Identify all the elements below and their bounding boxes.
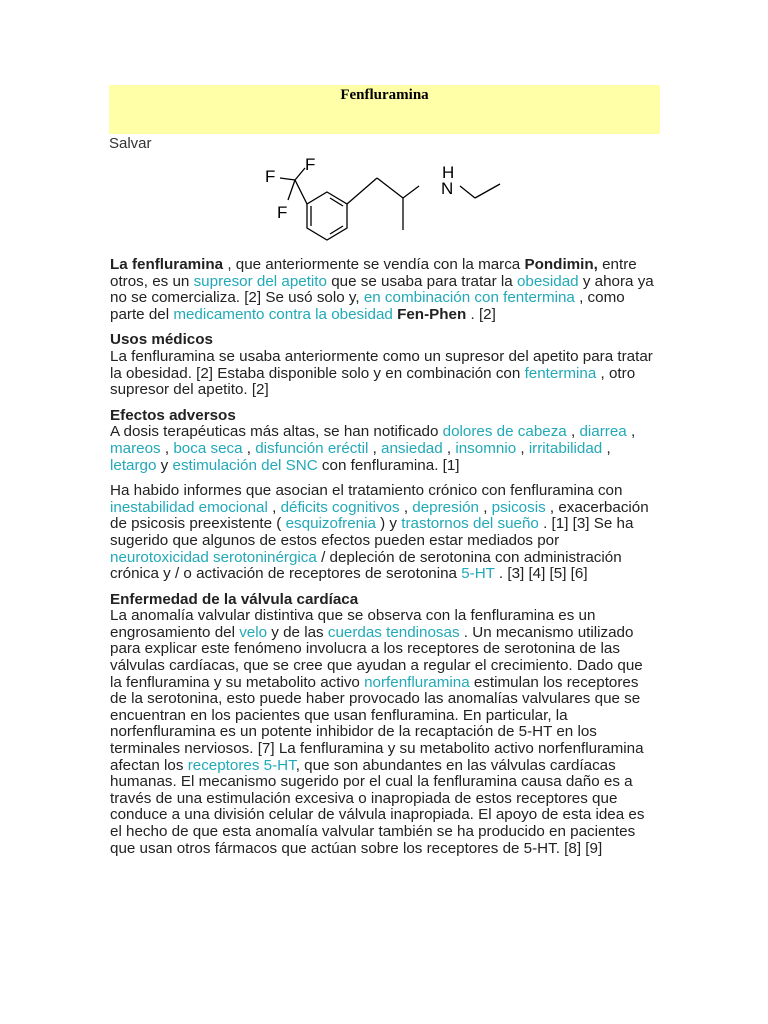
valvula-paragraph (110, 608, 655, 857)
link-ansiedad[interactable]: ansiedad (381, 439, 443, 457)
text: Ha habido informes que asocian el tratamiento crónico con fenfluramina con (110, 482, 623, 500)
link-inestabilidad-emocional[interactable]: inestabilidad emocional (110, 498, 268, 516)
fluorine-atom: F (277, 203, 288, 222)
link-fentermina[interactable]: fentermina (524, 364, 597, 382)
efectos-paragraph (110, 424, 655, 474)
informes-paragraph (110, 483, 655, 583)
text: , otro supresor del apetito. [2] (110, 364, 636, 399)
link-dolores-cabeza[interactable]: dolores de cabeza (442, 423, 567, 441)
text: , (626, 423, 636, 441)
text: y ahora ya no se comercializa. [2] Se usó solo y, (110, 272, 654, 307)
link-disfuncion-erectil[interactable]: disfunción eréctil (255, 439, 369, 457)
hydrogen-atom: H (442, 163, 455, 182)
text: . [1] [3] Se ha sugerido que algunos de estos efectos pueden estar mediados por (110, 515, 634, 549)
fluorine-atom: F (305, 155, 316, 174)
brand-name: Pondimin, (524, 256, 598, 273)
link-deficits-cognitivos[interactable]: déficits cognitivos (280, 498, 400, 516)
molecule-bonds (280, 168, 500, 240)
title-banner (109, 85, 660, 134)
text: , (478, 498, 492, 516)
text: , (516, 439, 529, 457)
link-cuerdas-tendinosas[interactable]: cuerdas tendinosas (327, 623, 460, 641)
text: , (160, 439, 174, 457)
text: A dosis terapéuticas más altas, se han notificado (110, 423, 443, 441)
text: , (242, 439, 256, 457)
text: , (442, 439, 456, 457)
text: , exacerbación de psicosis preexistente ( (110, 498, 649, 533)
section-heading-usos: Usos médicos (110, 331, 213, 349)
link-diarrea[interactable]: diarrea (579, 423, 627, 441)
link-trastornos-sueno[interactable]: trastornos del sueño (401, 515, 539, 533)
section-heading-valvula: Enfermedad de la válvula cardíaca (110, 590, 359, 608)
link-boca-seca[interactable]: boca seca (173, 439, 243, 457)
article-body (110, 257, 655, 857)
fluorine-atom: F (265, 167, 276, 186)
link-mareos[interactable]: mareos (110, 439, 161, 457)
page-title: Fenfluramina (340, 87, 429, 103)
link-medicamento-obesidad[interactable]: medicamento contra la obesidad (173, 305, 393, 323)
nitrogen-atom: N (441, 179, 454, 198)
text: , como parte del (110, 289, 625, 323)
link-depresion[interactable]: depresión (412, 498, 479, 516)
link-combinacion-fentermina[interactable]: en combinación con fentermina (363, 289, 575, 307)
text: , que son abundantes en las válvulas cardíacas humanas. El mecanismo sugerido por el cual la fenfluramina causa daño es a través de una estimulación excesiva o inapropiada de estos receptores que conduce a una división celular de válvula inapropiada. El apoyo de esta idea es el hecho de que esta anomalía valvular también se ha producido en pacientes que usan otros fármacos que actúan sobre los receptores de 5-HT. [8] [9] (110, 756, 645, 857)
fen-phen-name: Fen-Phen (397, 305, 467, 323)
section-heading-efectos: Efectos adversos (110, 406, 236, 424)
text: La anomalía valvular distintiva que se observa con la fenfluramina es un engrosamiento del (110, 607, 596, 641)
text: , (602, 439, 611, 457)
text: , (566, 423, 580, 441)
link-neurotoxicidad[interactable]: neurotoxicidad serotoninérgica (110, 548, 317, 566)
link-letargo[interactable]: letargo (110, 456, 157, 474)
text: La fenfluramina se usaba anteriormente como un supresor del apetito para tratar la obesidad. [2] Estaba disponible solo y en combinación con (110, 347, 653, 382)
intro-subject: La fenfluramina (110, 256, 224, 273)
link-receptores-5-ht[interactable]: receptores 5-HT (187, 756, 296, 774)
link-irritabilidad[interactable]: irritabilidad (528, 439, 603, 457)
fenfluramine-structure-diagram (255, 150, 515, 250)
link-velo[interactable]: velo (239, 623, 268, 641)
usos-paragraph (110, 349, 655, 399)
text: , (267, 498, 281, 516)
link-psicosis[interactable]: psicosis (491, 498, 546, 516)
intro-paragraph (110, 257, 655, 323)
link-5-ht[interactable]: 5-HT (461, 565, 495, 583)
link-supresor-apetito[interactable]: supresor del apetito (193, 272, 327, 290)
text: que se usaba para tratar la (326, 272, 517, 290)
text: entre otros, es un (110, 256, 637, 290)
text: y de las (267, 623, 328, 641)
link-esquizofrenia[interactable]: esquizofrenia (285, 515, 376, 533)
text: , (399, 498, 413, 516)
text: estimulan los receptores de la serotonina, esto puede haber provocado las anomalías valvulares que se encuentran en los pacientes que usan fenfluramina. En particular, la norfenfluramina es un potente inhibidor de la recaptación de 5-HT en los terminales nerviosos. [7] La fenfluramina y su metabolito activo norfenfluramina afectan los (110, 673, 644, 774)
text: . Un mecanismo utilizado para explicar este fenómeno involucra a los receptores de serotonina de las válvulas cardíacas, que se cree que ayudan a regular el crecimiento. Dado que la fenfluramina y su metabolito activo (110, 623, 643, 691)
text: , (368, 439, 382, 457)
link-norfenfluramina[interactable]: norfenfluramina (364, 673, 470, 691)
text: / depleción de serotonina con administración crónica y / o activación de receptores de serotonina (110, 548, 622, 583)
text: con fenfluramina. [1] (317, 456, 460, 474)
link-estimulacion-snc[interactable]: estimulación del SNC (172, 456, 318, 474)
save-link[interactable]: Salvar (109, 135, 152, 152)
text: . [3] [4] [5] [6] (494, 565, 588, 583)
link-insomnio[interactable]: insomnio (455, 439, 517, 457)
text: . [2] (466, 305, 496, 323)
text: ) y (375, 515, 402, 533)
text: , que anteriormente se vendía con la marca (223, 256, 525, 273)
link-obesidad[interactable]: obesidad (516, 272, 579, 290)
text: y (156, 456, 173, 474)
